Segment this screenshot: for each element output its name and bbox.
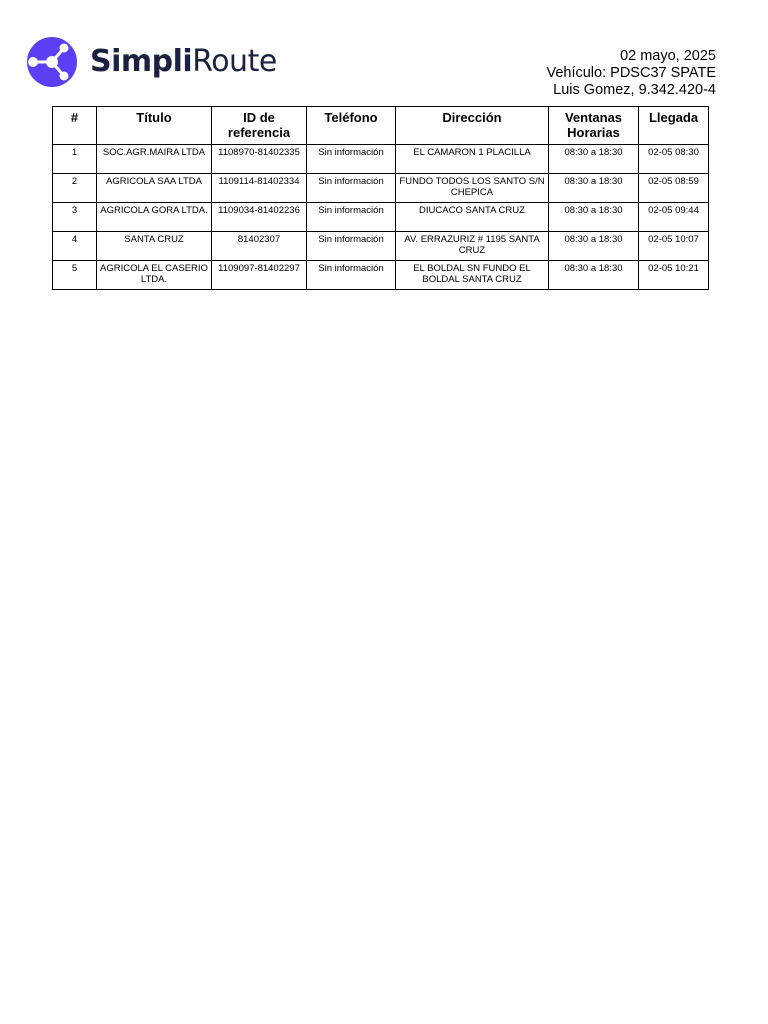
cell-reference-id: 1108970-81402335 — [212, 145, 307, 174]
cell-phone: Sin información — [307, 232, 396, 261]
table-row — [53, 145, 709, 174]
cell-number: 1 — [53, 145, 97, 174]
cell-title: SOC.AGR.MAIRA LTDA — [97, 145, 212, 174]
cell-title: AGRICOLA EL CASERIO LTDA. — [97, 261, 212, 290]
cell-phone: Sin información — [307, 261, 396, 290]
cell-arrival: 02-05 08:59 — [639, 174, 709, 203]
header-title: Título — [97, 107, 212, 145]
cell-phone: Sin información — [307, 145, 396, 174]
cell-address: AV. ERRAZURIZ # 1195 SANTA CRUZ — [396, 232, 549, 261]
route-date: 02 mayo, 2025 — [620, 48, 716, 64]
header-phone: Teléfono — [307, 107, 396, 145]
route-vehicle: Vehículo: PDSC37 SPATE — [546, 65, 716, 81]
table-row — [53, 203, 709, 232]
cell-address: EL BOLDAL SN FUNDO EL BOLDAL SANTA CRUZ — [396, 261, 549, 290]
cell-arrival: 02-05 09:44 — [639, 203, 709, 232]
cell-number: 3 — [53, 203, 97, 232]
route-table — [52, 106, 709, 290]
brand-name-light: Route — [192, 44, 277, 79]
route-meta — [546, 48, 716, 99]
cell-time-window: 08:30 a 18:30 — [549, 174, 639, 203]
header-number: # — [53, 107, 97, 145]
table-row — [53, 261, 709, 290]
cell-address: FUNDO TODOS LOS SANTO S/N CHEPICA — [396, 174, 549, 203]
cell-reference-id: 1109034-81402236 — [212, 203, 307, 232]
brand-name-bold: Simpli — [90, 44, 193, 79]
cell-time-window: 08:30 a 18:30 — [549, 203, 639, 232]
table-row — [53, 174, 709, 203]
cell-number: 2 — [53, 174, 97, 203]
route-driver: Luis Gomez, 9.342.420-4 — [553, 82, 716, 98]
cell-title: AGRICOLA SAA LTDA — [97, 174, 212, 203]
cell-phone: Sin información — [307, 203, 396, 232]
header-time-windows: Ventanas Horarias — [549, 107, 639, 145]
cell-reference-id: 81402307 — [212, 232, 307, 261]
cell-arrival: 02-05 08:30 — [639, 145, 709, 174]
table-row — [53, 232, 709, 261]
cell-address: EL CAMARON 1 PLACILLA — [396, 145, 549, 174]
cell-title: SANTA CRUZ — [97, 232, 212, 261]
brand-name — [90, 44, 277, 79]
cell-arrival: 02-05 10:21 — [639, 261, 709, 290]
cell-arrival: 02-05 10:07 — [639, 232, 709, 261]
cell-phone: Sin información — [307, 174, 396, 203]
cell-number: 5 — [53, 261, 97, 290]
simpliroute-logo-icon — [24, 35, 80, 89]
cell-time-window: 08:30 a 18:30 — [549, 232, 639, 261]
header-address: Dirección — [396, 107, 549, 145]
cell-title: AGRICOLA GORA LTDA. — [97, 203, 212, 232]
cell-reference-id: 1109114-81402334 — [212, 174, 307, 203]
header-arrival: Llegada — [639, 107, 709, 145]
cell-time-window: 08:30 a 18:30 — [549, 145, 639, 174]
table-header-row — [53, 107, 709, 145]
cell-number: 4 — [53, 232, 97, 261]
cell-address: DIUCACO SANTA CRUZ — [396, 203, 549, 232]
cell-reference-id: 1109097-81402297 — [212, 261, 307, 290]
brand-logo — [24, 35, 277, 89]
header-reference-id: ID de referencia — [212, 107, 307, 145]
cell-time-window: 08:30 a 18:30 — [549, 261, 639, 290]
